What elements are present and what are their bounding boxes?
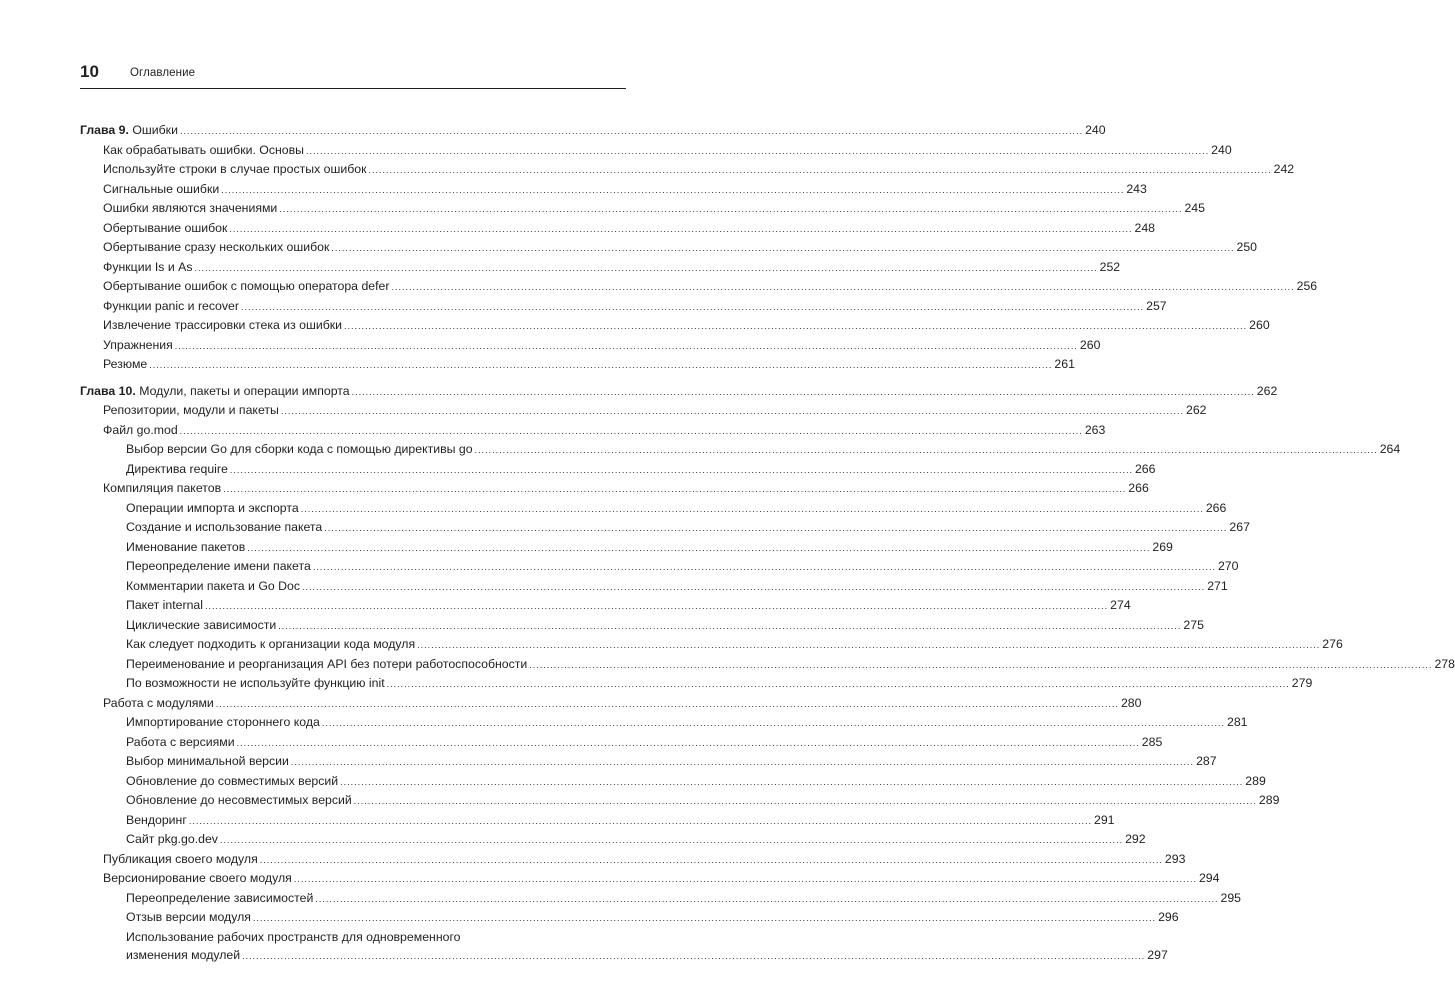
entry-title: Выбор версии Go для сборки кода с помощью директивы go (126, 442, 473, 456)
page-ref: 271 (1207, 578, 1228, 593)
page-ref: 275 (1183, 617, 1204, 632)
page-ref: 243 (1126, 181, 1147, 196)
page-ref: 252 (1099, 259, 1121, 274)
entry-title: Отзыв версии модуля (126, 910, 251, 924)
page-ref: 295 (1220, 890, 1242, 905)
chapter-10 (80, 382, 1455, 966)
entry-title: Пакет internal (126, 598, 204, 612)
toc-entry[interactable] (80, 616, 1204, 636)
entry-title: изменения модулей (126, 948, 241, 962)
toc-entry[interactable] (80, 946, 1168, 966)
toc-entry[interactable] (80, 297, 1167, 317)
toc-entry[interactable] (80, 772, 1266, 792)
page-ref: 296 (1158, 910, 1179, 924)
page-ref: 266 (1128, 481, 1149, 495)
page-ref: 281 (1226, 715, 1248, 729)
page-ref: 257 (1146, 298, 1167, 313)
toc-entry[interactable] (80, 316, 1270, 336)
entry-title: Публикация своего модуля (103, 851, 258, 866)
entry-title: Версионирование своего модуля (103, 871, 292, 885)
chapter-heading[interactable] (80, 382, 1278, 402)
page-ref: 240 (1085, 123, 1106, 137)
toc-entry[interactable] (80, 336, 1101, 356)
entry-title: Создание и использование пакета (126, 520, 323, 534)
entry-title: Переопределение зависимостей (126, 890, 314, 905)
entry-title: Выбор минимальной версии (126, 754, 289, 768)
page-ref: 266 (1134, 461, 1156, 476)
page-ref: 248 (1134, 220, 1156, 235)
toc-entry[interactable] (80, 460, 1156, 480)
page-ref: 280 (1120, 695, 1142, 710)
toc-entry[interactable] (80, 141, 1232, 161)
page-ref: 260 (1079, 337, 1101, 352)
toc-entry[interactable] (80, 160, 1295, 180)
entry-title: Переименование и реорганизация API без потери работоспособности (126, 656, 528, 671)
page-ref: 262 (1256, 383, 1278, 398)
entry-title: Сайт pkg.go.dev (126, 832, 218, 846)
entry-title: По возможности не используйте функцию init (126, 676, 385, 690)
page-ref: 270 (1217, 559, 1239, 573)
toc-entry[interactable] (80, 277, 1318, 297)
entry-title: Как следует подходить к организации кода модуля (126, 637, 416, 651)
toc-entry[interactable] (80, 791, 1280, 811)
toc-entry[interactable] (80, 889, 1242, 909)
toc-entry[interactable] (80, 655, 1455, 675)
toc-entry[interactable] (80, 713, 1248, 733)
toc-entry[interactable] (80, 401, 1207, 421)
page-ref: 293 (1164, 851, 1186, 866)
chapter-title: Модули, пакеты и операции импорта (139, 383, 350, 398)
toc-entry[interactable] (80, 850, 1186, 870)
page-ref: 267 (1229, 520, 1250, 534)
entry-title: Импортирование стороннего кода (126, 715, 320, 729)
toc-entry[interactable] (80, 518, 1250, 538)
toc-entry[interactable] (80, 694, 1142, 714)
toc-entry[interactable] (80, 557, 1239, 577)
chapter-heading[interactable] (80, 121, 1106, 141)
page-ref: 289 (1245, 773, 1266, 788)
page-ref: 262 (1186, 403, 1207, 417)
toc-entry[interactable] (80, 674, 1313, 694)
entry-title: Резюме (103, 357, 148, 371)
entry-title: Именование пакетов (126, 539, 246, 554)
toc-entry[interactable] (80, 830, 1146, 850)
entry-title: Операции импорта и экспорта (126, 500, 299, 515)
page-ref: 289 (1258, 793, 1280, 807)
toc-entry[interactable] (80, 752, 1217, 772)
entry-title: Обновление до совместимых версий (126, 773, 339, 788)
page-ref: 266 (1205, 500, 1227, 515)
entry-title: Циклические зависимости (126, 617, 277, 632)
chapter-title: Ошибки (132, 123, 178, 137)
toc-entry[interactable] (80, 199, 1205, 219)
entry-title: Директива require (126, 461, 228, 476)
page-ref: 240 (1211, 142, 1232, 157)
entry-title: Работа с модулями (103, 695, 214, 710)
page-header (80, 60, 626, 89)
toc-entry[interactable] (80, 499, 1227, 519)
toc-entry[interactable] (80, 258, 1121, 278)
page-ref: 256 (1296, 279, 1318, 293)
toc-entry[interactable] (80, 869, 1220, 889)
page-ref: 260 (1249, 318, 1270, 332)
entry-title: Работа с версиями (126, 734, 235, 749)
entry-title: Комментарии пакета и Go Doc (126, 578, 301, 593)
toc-entry[interactable] (80, 538, 1173, 558)
entry-title: Функции Is и As (103, 259, 193, 274)
page-ref: 278 (1434, 656, 1455, 671)
entry-title: Переопределение имени пакета (126, 559, 311, 573)
page-ref: 279 (1291, 676, 1313, 690)
chapter-label: Глава 9. (80, 123, 129, 137)
entry-title: Функции panic и recover (103, 298, 239, 313)
entry-title: Ошибки являются значениями (103, 201, 278, 215)
running-title: Оглавление (130, 67, 196, 79)
toc-entry[interactable] (80, 577, 1228, 597)
page-ref: 297 (1147, 948, 1168, 962)
entry-title: Обертывание сразу нескольких ошибок (103, 240, 330, 254)
page-ref: 287 (1196, 754, 1217, 768)
entry-title: Извлечение трассировки стека из ошибки (103, 318, 343, 332)
toc-entry[interactable] (80, 421, 1106, 441)
entry-title: Обновление до несовместимых версий (126, 793, 352, 807)
entry-title: Упражнения (103, 337, 173, 352)
toc-entry[interactable] (80, 219, 1156, 239)
toc-entry[interactable] (80, 440, 1401, 460)
toc-entry[interactable] (80, 635, 1343, 655)
toc-entry[interactable] (80, 238, 1258, 258)
toc-entry[interactable] (80, 733, 1163, 753)
entry-title: Вендоринг (126, 812, 187, 827)
page-ref: 294 (1198, 871, 1220, 885)
page-ref: 250 (1236, 240, 1258, 254)
entry-title: Компиляция пакетов (103, 481, 222, 495)
page-ref: 292 (1125, 832, 1146, 846)
page-ref: 285 (1141, 734, 1163, 749)
table-of-contents (80, 121, 1455, 966)
entry-title: Как обрабатывать ошибки. Основы (103, 142, 304, 157)
page-ref: 269 (1152, 539, 1173, 554)
entry-title: Используйте строки в случае простых ошибок (103, 162, 367, 176)
page-ref: 245 (1184, 201, 1205, 215)
entry-title: Репозитории, модули и пакеты (103, 403, 279, 417)
page-ref: 291 (1093, 812, 1115, 827)
chapter-9 (80, 121, 1318, 375)
page-ref: 264 (1379, 442, 1401, 456)
entry-title-line1: Использование рабочих пространств для одновременного (126, 929, 461, 944)
page-number: 10 (80, 62, 99, 81)
page-ref: 276 (1322, 637, 1343, 651)
chapter-label: Глава 10. (80, 383, 136, 398)
toc-entry[interactable] (80, 180, 1147, 200)
page-ref: 261 (1054, 357, 1075, 371)
toc-entry[interactable] (80, 479, 1149, 499)
entry-title: Обертывание ошибок (103, 220, 228, 235)
page-ref: 274 (1110, 598, 1131, 612)
page-ref: 242 (1273, 162, 1295, 176)
entry-title: Обертывание ошибок с помощью оператора defer (103, 279, 390, 293)
entry-title: Файл go.mod (103, 422, 178, 437)
toc-entry[interactable] (80, 596, 1131, 616)
toc-entry[interactable] (80, 811, 1115, 831)
toc-entry[interactable] (80, 908, 1179, 928)
entry-title: Сигнальные ошибки (103, 181, 220, 196)
page-ref: 263 (1084, 422, 1106, 437)
toc-entry[interactable] (80, 355, 1075, 375)
